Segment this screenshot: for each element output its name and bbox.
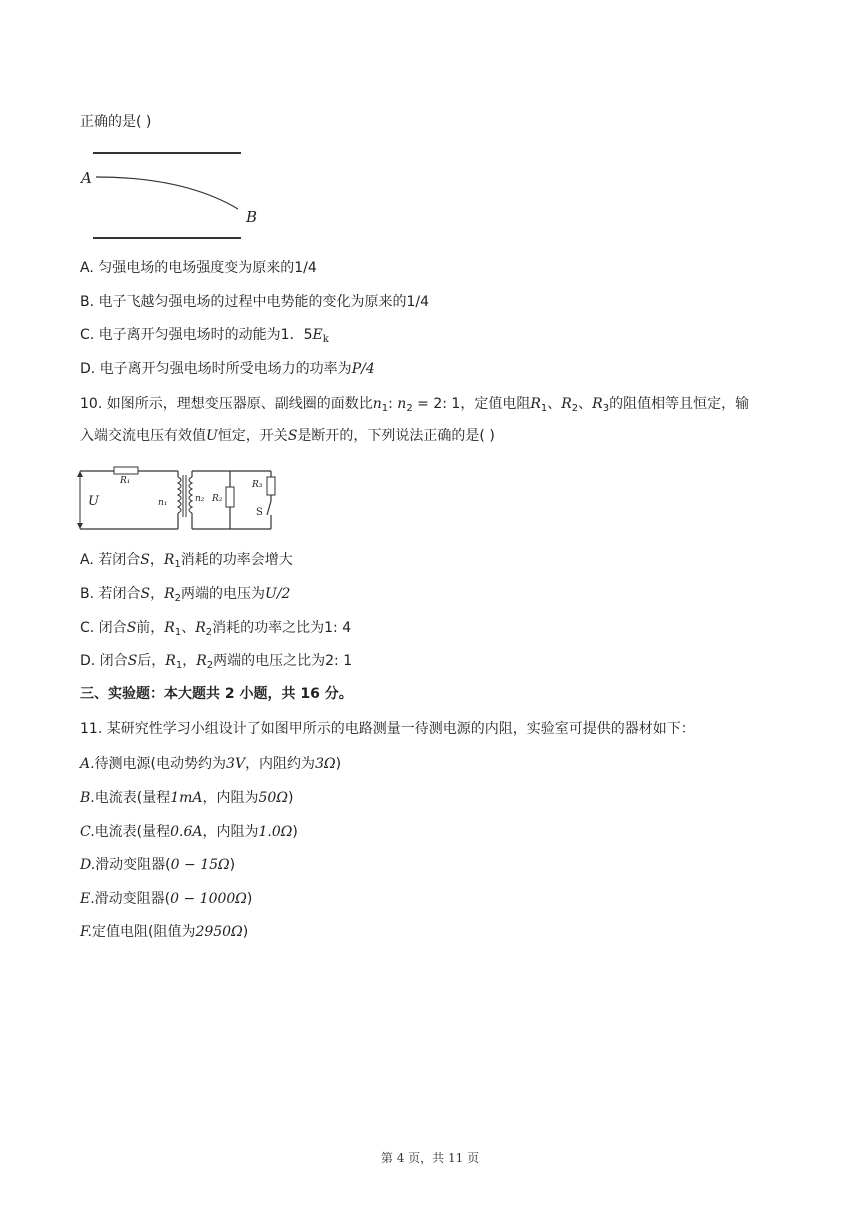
resistor-r3 xyxy=(267,477,275,495)
q10-option-b: B. 若闭合S，$R_2$两端的电压为U/2 xyxy=(80,586,291,604)
electron-trajectory xyxy=(96,177,238,209)
secondary-coil xyxy=(189,477,192,513)
q10-option-d: D. 闭合S后，$R_1$，$R_2$两端的电压之比为2: 1 xyxy=(80,653,353,671)
q10-option-c: C. 闭合S前，$R_1$、$R_2$消耗的功率之比为1: 4 xyxy=(80,620,352,638)
q9-option-b: B. 电子飞越匀强电场的过程中电势能的变化为原来的1/4 xyxy=(80,294,430,310)
q10-option-a: A. 若闭合S，$R_1$消耗的功率会增大 xyxy=(80,552,293,570)
q11-item-d: D.滑动变阻器(0 − 15Ω) xyxy=(80,857,236,873)
page-footer: 第 4 页，共 11 页 xyxy=(380,1151,480,1165)
resistor-r1 xyxy=(114,467,138,474)
label-r3: R₃ xyxy=(252,480,263,490)
q9-option-a: A. 匀强电场的电场强度变为原来的1/4 xyxy=(80,260,317,276)
label-n1: n₁ xyxy=(158,498,168,508)
label-r1: R₁ xyxy=(120,476,131,486)
q11-item-c: C.电流表(量程0.6A，内阻为1.0Ω) xyxy=(80,824,298,840)
figure-transformer-circuit xyxy=(70,465,300,535)
resistor-r2 xyxy=(226,487,234,507)
q11-item-f: F.定值电阻(阻值为2950Ω) xyxy=(80,924,249,940)
q11-item-a: A.待测电源(电动势约为3V，内阻约为3Ω) xyxy=(80,756,342,772)
label-s: S xyxy=(256,507,263,518)
label-a: A xyxy=(81,169,92,187)
q9-stem-tail: 正确的是( ) xyxy=(80,114,152,130)
q11-stem: 11. 某研究性学习小组设计了如图甲所示的电路测量一待测电源的内阻，实验室可提供的器材如下： xyxy=(80,721,695,737)
section-3-heading: 三、实验题：本大题共 2 小题，共 16 分。 xyxy=(80,686,353,702)
q9-option-d: D. 电子离开匀强电场时所受电场力的功率为P/4 xyxy=(80,361,375,377)
label-n2: n₂ xyxy=(195,494,205,504)
q10-stem-line2: 入端交流电压有效值U恒定，开关S是断开的，下列说法正确的是( ) xyxy=(80,428,495,444)
q10-stem-line1: 10. 如图所示，理想变压器原、副线圈的面数比$n_1$: $n_2 = 2$: 1，定值电阻$R_1$、$R_2$、$R_3$的阻值相等且恒定，输 xyxy=(80,396,750,414)
label-u: U xyxy=(88,494,99,509)
q11-item-b: B.电流表(量程1mA，内阻为50Ω) xyxy=(80,790,294,806)
primary-coil xyxy=(178,477,181,513)
q9-option-c: C. 电子离开匀强电场时的动能为1．$5E_k$ xyxy=(80,327,329,345)
label-b: B xyxy=(246,208,258,226)
figure-electron-deflection xyxy=(78,145,278,245)
label-r2: R₂ xyxy=(212,494,223,504)
switch-s xyxy=(267,501,271,515)
q11-item-e: E.滑动变阻器(0 − 1000Ω) xyxy=(80,891,253,907)
